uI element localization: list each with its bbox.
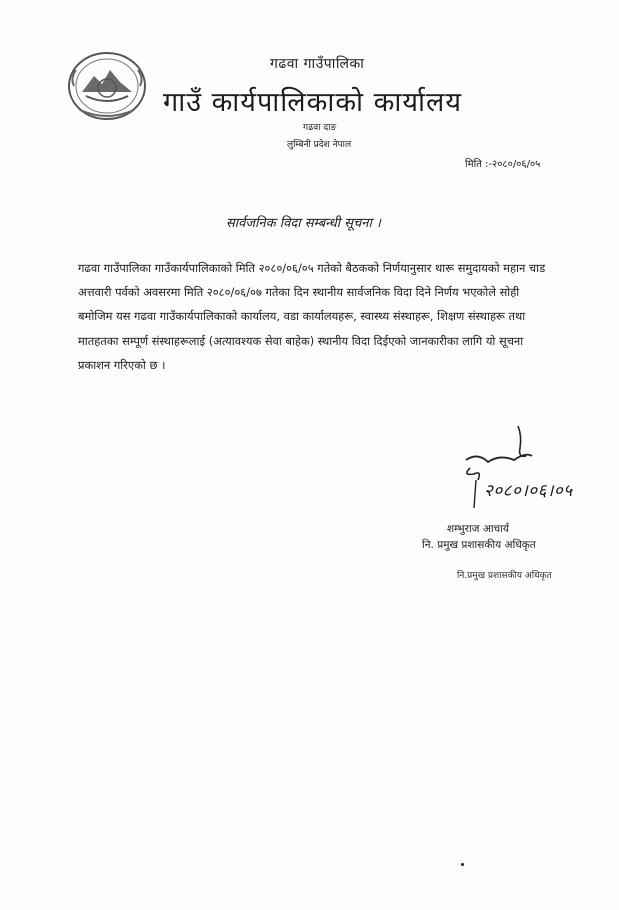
nepal-emblem-icon [66, 48, 148, 124]
org-name: गढवा गाउँपालिका [270, 56, 365, 72]
address-line-2: लुम्बिनी प्रदेश नेपाल [287, 140, 352, 150]
signature-date: २०८०।०६।०५ [484, 481, 573, 501]
signer-name: शम्भुराज आचार्य [447, 523, 510, 535]
notice-body: गढवा गाउँपालिका गाउँकार्यपालिकाको मिति २०८०/०६/०५ गतेको बैठकको निर्णयानुसार थारू समुदायको महान चाड अत्तवारी पर्वको अवसरमा मिति २०८०/०६/०७ गतेका दिन स्थानीय सार्वजनिक विदा दिने निर्णय भएकोले सोही बमोजिम यस गढवा गाउँकार्यपालिकाको कार्यालय, वडा कार्यालयहरू, स्वास्थ्य संस्थाहरू, शिक्षण संस्थाहरू तथा मातहतका सम्पूर्ण संस्थाहरूलाई (अत्यावश्यक सेवा बाहेक) स्थानीय विदा दिईएको जानकारीका लागि यो सूचना प्रकाशन गरिएको छ । [78, 261, 546, 372]
office-title: गाउँ कार्यपालिकाको कार्यालय [163, 87, 462, 118]
stray-dot [461, 863, 464, 866]
notice-subject: सार्वजनिक विदा सम्बन्धी सूचना । [226, 216, 381, 231]
official-stamp: नि.प्रमुख प्रशासकीय अधिकृत [457, 571, 552, 581]
address-line-1: गढवा दाङ [303, 123, 337, 133]
date-line: मिति :-२०८०/०६/०५ [465, 159, 541, 170]
signer-title: नि. प्रमुख प्रशासकीय अधिकृत [422, 539, 536, 551]
